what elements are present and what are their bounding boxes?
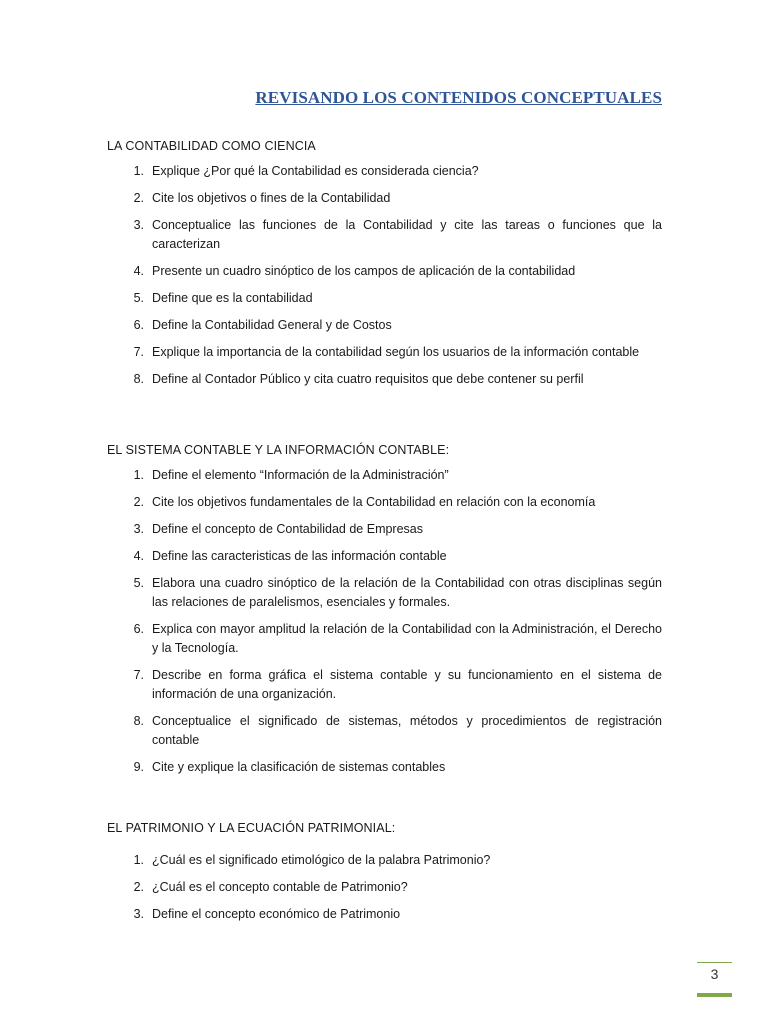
list-item <box>107 905 662 924</box>
item-number: 3. <box>133 218 144 232</box>
item-text: Conceptualice las funciones de la Contabilidad y cite las tareas o funciones que la caracterizan <box>152 218 662 251</box>
page-number: 3 <box>710 966 719 982</box>
item-number: 2. <box>133 495 144 509</box>
list-item <box>107 620 662 658</box>
item-text: Elabora una cuadro sinóptico de la relación de la Contabilidad con otras disciplinas según las relaciones de paralelismos, esenciales y formales. <box>152 576 662 609</box>
question-list <box>107 466 662 777</box>
list-item <box>107 851 662 870</box>
list-item <box>107 712 662 750</box>
list-item <box>107 343 662 362</box>
item-number: 1. <box>133 164 144 178</box>
page-title: REVISANDO LOS CONTENIDOS CONCEPTUALES <box>255 88 662 107</box>
item-text: Define el concepto de Contabilidad de Empresas <box>152 522 424 536</box>
item-text: Explica con mayor amplitud la relación de la Contabilidad con la Administración, el Derecho y la Tecnología. <box>152 622 662 655</box>
item-number: 3. <box>133 907 144 921</box>
item-number: 7. <box>133 668 144 682</box>
item-text: Describe en forma gráfica el sistema contable y su funcionamiento en el sistema de información de una organización. <box>152 668 662 701</box>
item-number: 5. <box>133 291 144 305</box>
item-number: 2. <box>133 880 144 894</box>
section-heading: LA CONTABILIDAD COMO CIENCIA <box>107 139 316 153</box>
list-item <box>107 758 662 777</box>
question-list <box>107 162 662 389</box>
item-text: Define el concepto económico de Patrimonio <box>152 907 401 921</box>
section-heading: EL PATRIMONIO Y LA ECUACIÓN PATRIMONIAL: <box>107 821 396 835</box>
item-text: ¿Cuál es el significado etimológico de la palabra Patrimonio? <box>152 853 491 867</box>
item-text: Explique la importancia de la contabilidad según los usuarios de la información contable <box>152 345 640 359</box>
item-text: ¿Cuál es el concepto contable de Patrimonio? <box>152 880 408 894</box>
item-text: Define la Contabilidad General y de Costos <box>152 318 392 332</box>
list-item <box>107 162 662 181</box>
section-heading: EL SISTEMA CONTABLE Y LA INFORMACIÓN CONTABLE: <box>107 443 450 457</box>
list-item <box>107 574 662 612</box>
section-patrimonio <box>107 821 662 932</box>
list-item <box>107 493 662 512</box>
item-number: 9. <box>133 760 144 774</box>
item-text: Define al Contador Público y cita cuatro requisitos que debe contener su perfil <box>152 372 584 386</box>
item-number: 6. <box>133 318 144 332</box>
section-contabilidad-ciencia <box>107 139 662 397</box>
item-text: Conceptualice el significado de sistemas, métodos y procedimientos de registración contable <box>152 714 662 747</box>
list-item <box>107 520 662 539</box>
item-number: 4. <box>133 264 144 278</box>
item-number: 3. <box>133 522 144 536</box>
list-item <box>107 547 662 566</box>
list-item <box>107 262 662 281</box>
list-item <box>107 878 662 897</box>
item-number: 1. <box>133 853 144 867</box>
list-item <box>107 316 662 335</box>
list-item <box>107 289 662 308</box>
section-sistema-contable <box>107 443 662 785</box>
list-item <box>107 189 662 208</box>
item-text: Cite los objetivos fundamentales de la Contabilidad en relación con la economía <box>152 495 596 509</box>
list-item <box>107 466 662 485</box>
item-text: Cite los objetivos o fines de la Contabilidad <box>152 191 391 205</box>
list-item <box>107 216 662 254</box>
item-number: 6. <box>133 622 144 636</box>
item-text: Define que es la contabilidad <box>152 291 313 305</box>
item-number: 4. <box>133 549 144 563</box>
item-number: 2. <box>133 191 144 205</box>
item-text: Explique ¿Por qué la Contabilidad es considerada ciencia? <box>152 164 479 178</box>
list-item <box>107 666 662 704</box>
item-number: 8. <box>133 372 144 386</box>
list-item <box>107 370 662 389</box>
item-number: 7. <box>133 345 144 359</box>
item-number: 5. <box>133 576 144 590</box>
item-text: Cite y explique la clasificación de sistemas contables <box>152 760 446 774</box>
question-list <box>107 851 662 924</box>
item-number: 8. <box>133 714 144 728</box>
item-text: Define el elemento “Información de la Administración” <box>152 468 449 482</box>
item-number: 1. <box>133 468 144 482</box>
item-text: Define las caracteristicas de las información contable <box>152 549 447 563</box>
item-text: Presente un cuadro sinóptico de los campos de aplicación de la contabilidad <box>152 264 576 278</box>
